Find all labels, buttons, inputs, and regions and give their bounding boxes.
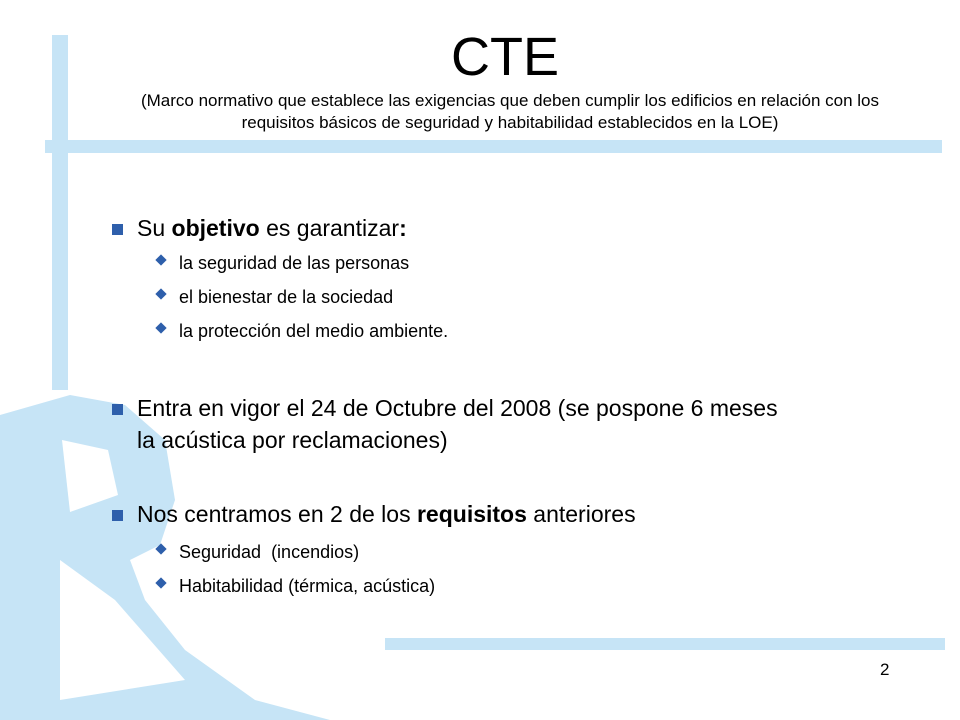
slide-title: CTE bbox=[451, 27, 559, 87]
square-bullet-icon bbox=[112, 510, 123, 521]
diamond-bullet-icon bbox=[155, 577, 166, 588]
page-number: 2 bbox=[880, 660, 890, 679]
square-bullet-icon bbox=[112, 224, 123, 235]
bullet-requisitos-text: Nos centramos en 2 de los requisitos anteriores bbox=[137, 501, 636, 527]
subtitle-line-2: requisitos básicos de seguridad y habitabilidad establecidos en la LOE) bbox=[241, 113, 779, 132]
slide-content: Su objetivo es garantizar: la seguridad de las personas el bienestar de la sociedad la protección del medio ambiente. Entra en vigor el 24 de Octubre del 2008 (se pospone 6 meses la acústica por reclamaciones) Nos centramos en 2 de los requisitos anteriores Seguridad (incendios) Habitabilidad (térmica, acústica) bbox=[0, 0, 960, 720]
subtitle-line-1: (Marco normativo que establece las exigencias que deben cumplir los edificios en relación con los bbox=[140, 91, 879, 110]
diamond-bullet-icon bbox=[155, 322, 166, 333]
diamond-bullet-icon bbox=[155, 288, 166, 299]
diamond-bullet-icon bbox=[155, 254, 166, 265]
diamond-bullet-icon bbox=[155, 543, 166, 554]
square-bullet-icon bbox=[112, 404, 123, 415]
bullet-vigor-line-2: la acústica por reclamaciones) bbox=[137, 427, 448, 453]
bullet-vigor-line-1: Entra en vigor el 24 de Octubre del 2008 (se pospone 6 meses bbox=[137, 395, 778, 421]
bullet-objetivo-text: Su objetivo es garantizar: bbox=[137, 215, 407, 241]
